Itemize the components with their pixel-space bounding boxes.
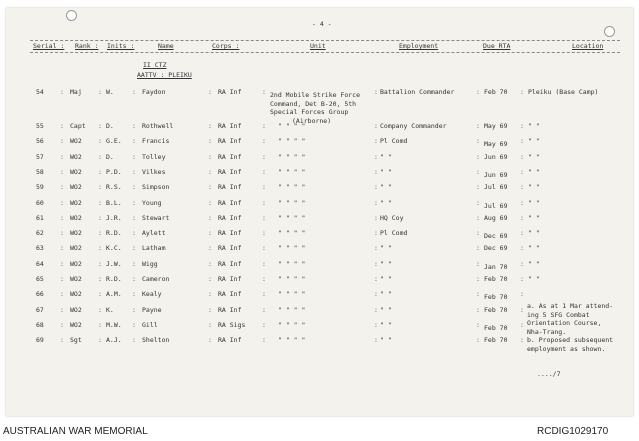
inits-cell: R.S. <box>106 183 122 192</box>
col-serial: Serial : <box>33 42 65 50</box>
inits-cell: D. <box>106 122 114 130</box>
inits-cell: R.D. <box>106 229 122 238</box>
corps-cell: RA Inf <box>218 244 242 253</box>
column-separator: : <box>374 152 378 161</box>
inits-cell: J.R. <box>106 213 122 222</box>
due-rta-cell: Feb 70 <box>484 88 508 96</box>
col-name: Name <box>158 42 174 50</box>
employment-cell: " " <box>380 198 392 207</box>
page-number: - 4 - <box>312 20 332 28</box>
column-separator: : <box>132 137 136 146</box>
column-separator: : <box>60 259 64 268</box>
inits-cell: K.C. <box>106 244 122 253</box>
rank-cell: WO2 <box>70 152 82 161</box>
corps-cell: RA Inf <box>218 229 242 238</box>
column-separator: : <box>374 198 378 207</box>
employment-cell: HQ Coy <box>380 213 404 222</box>
col-employment: Employment <box>399 42 439 50</box>
column-separator: : <box>520 167 524 176</box>
serial-cell: 61 <box>36 213 44 222</box>
serial-cell: 58 <box>36 167 44 176</box>
due-rta-cell: Jun 69 <box>484 170 508 179</box>
column-separator: : <box>60 275 64 283</box>
unit-cell: " " " " <box>278 152 306 161</box>
unit-note: 2nd Mobile Strike Force Command, Det B-20, 5th Special Forces Group (Airborne) <box>270 91 361 125</box>
column-separator: : <box>262 198 266 207</box>
column-separator: : <box>98 290 102 299</box>
column-separator: : <box>374 167 378 176</box>
header-rule <box>30 40 620 41</box>
column-separator: : <box>476 290 480 299</box>
inits-cell: A.M. <box>106 290 122 299</box>
column-separator: : <box>262 137 266 146</box>
name-cell: Cameron <box>142 275 170 283</box>
column-separator: : <box>98 88 102 96</box>
rank-cell: Capt <box>70 122 86 130</box>
name-cell: Wigg <box>142 259 158 268</box>
employment-cell: " " <box>380 244 392 253</box>
remarks-note: a. As at 1 Mar attend- ing 5 SFG Combat Orientation Course, Nha-Trang. b. Proposed subsequent employment as shown. <box>527 302 614 353</box>
serial-cell: 57 <box>36 152 44 161</box>
column-separator: : <box>374 88 378 96</box>
column-separator: : <box>374 320 378 329</box>
column-separator: : <box>262 259 266 268</box>
column-separator: : <box>520 88 524 96</box>
column-separator: : <box>262 290 266 299</box>
rank-cell: WO2 <box>70 229 82 238</box>
employment-cell: " " <box>380 167 392 176</box>
column-separator: : <box>262 320 266 329</box>
archive-credit: AUSTRALIAN WAR MEMORIAL <box>3 426 148 437</box>
column-separator: : <box>60 244 64 253</box>
rank-cell: WO2 <box>70 137 82 146</box>
serial-cell: 66 <box>36 290 44 299</box>
column-separator: : <box>132 305 136 314</box>
column-separator: : <box>208 336 212 345</box>
column-separator: : <box>476 259 480 268</box>
column-separator: : <box>208 122 212 130</box>
column-separator: : <box>60 167 64 176</box>
column-separator: : <box>98 213 102 222</box>
column-separator: : <box>520 213 524 222</box>
location-cell: " " <box>528 244 540 253</box>
column-separator: : <box>208 152 212 161</box>
rank-cell: Sgt <box>70 336 82 345</box>
column-separator: : <box>520 320 524 329</box>
corps-cell: RA Inf <box>218 88 242 96</box>
rank-cell: WO2 <box>70 213 82 222</box>
column-separator: : <box>98 275 102 283</box>
due-rta-cell: Feb 70 <box>484 336 508 345</box>
column-separator: : <box>98 320 102 329</box>
unit-cell: " " " " <box>278 229 306 238</box>
column-separator: : <box>98 167 102 176</box>
column-separator: : <box>60 137 64 146</box>
rank-cell: WO2 <box>70 290 82 299</box>
inits-cell: B.L. <box>106 198 122 207</box>
due-rta-cell: Feb 70 <box>484 275 508 283</box>
location-cell: " " <box>528 152 540 161</box>
corps-cell: RA Sigs <box>218 320 246 329</box>
name-cell: Kealy <box>142 290 162 299</box>
corps-cell: RA Inf <box>218 183 242 192</box>
serial-cell: 55 <box>36 122 44 130</box>
column-separator: : <box>98 198 102 207</box>
name-cell: Tolley <box>142 152 166 161</box>
unit-cell: " " " " <box>278 320 306 329</box>
due-rta-cell: Feb 70 <box>484 305 508 314</box>
due-rta-cell: Dec 69 <box>484 244 508 253</box>
column-separator: : <box>374 244 378 253</box>
location-cell: " " <box>528 198 540 207</box>
column-separator: : <box>520 152 524 161</box>
inits-cell: K. <box>106 305 114 314</box>
due-rta-cell: Feb 70 <box>484 293 508 302</box>
column-separator: : <box>520 229 524 238</box>
employment-cell: " " <box>380 305 392 314</box>
rank-cell: WO2 <box>70 259 82 268</box>
location-cell: " " <box>528 167 540 176</box>
location-cell: " " <box>528 137 540 146</box>
column-separator: : <box>262 229 266 238</box>
column-separator: : <box>208 167 212 176</box>
column-separator: : <box>476 88 480 96</box>
name-cell: Young <box>142 198 162 207</box>
column-separator: : <box>132 88 136 96</box>
employment-cell: " " <box>380 336 392 345</box>
unit-cell: " " " " <box>278 336 306 345</box>
column-separator: : <box>208 305 212 314</box>
serial-cell: 64 <box>36 259 44 268</box>
column-separator: : <box>476 167 480 176</box>
column-separator: : <box>520 198 524 207</box>
due-rta-cell: Jul 69 <box>484 201 508 210</box>
column-separator: : <box>208 320 212 329</box>
column-separator: : <box>98 259 102 268</box>
column-separator: : <box>132 198 136 207</box>
archive-id: RCDIG1029170 <box>537 426 609 437</box>
column-separator: : <box>98 137 102 146</box>
column-separator: : <box>520 275 524 283</box>
column-separator: : <box>98 244 102 253</box>
column-separator: : <box>476 244 480 253</box>
serial-cell: 65 <box>36 275 44 283</box>
corps-cell: RA Inf <box>218 290 242 299</box>
column-separator: : <box>208 244 212 253</box>
corps-cell: RA Inf <box>218 259 242 268</box>
column-separator: : <box>476 122 480 130</box>
col-inits: Inits : <box>107 42 135 50</box>
serial-cell: 56 <box>36 137 44 146</box>
column-separator: : <box>60 305 64 314</box>
corps-cell: RA Inf <box>218 305 242 314</box>
col-corps: Corps : <box>212 42 240 50</box>
rank-cell: WO2 <box>70 183 82 192</box>
column-separator: : <box>132 275 136 283</box>
inits-cell: G.E. <box>106 137 122 146</box>
column-separator: : <box>132 336 136 345</box>
column-separator: : <box>132 229 136 238</box>
inits-cell: D. <box>106 152 114 161</box>
column-separator: : <box>98 336 102 345</box>
employment-cell: Company Commander <box>380 122 447 130</box>
column-separator: : <box>60 152 64 161</box>
serial-cell: 62 <box>36 229 44 238</box>
due-rta-cell: Jul 69 <box>484 183 508 192</box>
column-separator: : <box>262 275 266 283</box>
unit-cell: " " " " <box>278 259 306 268</box>
column-separator: : <box>374 183 378 192</box>
serial-cell: 54 <box>36 88 44 96</box>
column-separator: : <box>132 183 136 192</box>
inits-cell: M.W. <box>106 320 122 329</box>
column-separator: : <box>98 122 102 130</box>
column-separator: : <box>476 336 480 345</box>
rank-cell: WO2 <box>70 198 82 207</box>
column-separator: : <box>374 259 378 268</box>
column-separator: : <box>476 275 480 283</box>
name-cell: Stewart <box>142 213 170 222</box>
column-separator: : <box>374 122 378 130</box>
unit-cell: " " " " <box>278 305 306 314</box>
name-cell: Francis <box>142 137 170 146</box>
column-separator: : <box>476 320 480 329</box>
section-title: II CTZ <box>143 61 167 69</box>
employment-cell: " " <box>380 259 392 268</box>
name-cell: Latham <box>142 244 166 253</box>
due-rta-cell: Dec 69 <box>484 232 508 241</box>
unit-cell: " " " " <box>278 183 306 192</box>
document-sheet <box>6 8 633 416</box>
punch-hole <box>66 10 77 21</box>
section-subtitle: AATTV : PLEIKU <box>137 71 192 79</box>
inits-cell: J.W. <box>106 259 122 268</box>
column-separator: : <box>208 275 212 283</box>
column-separator: : <box>132 320 136 329</box>
column-separator: : <box>208 290 212 299</box>
column-separator: : <box>132 167 136 176</box>
serial-cell: 60 <box>36 198 44 207</box>
due-rta-cell: May 69 <box>484 122 508 130</box>
column-separator: : <box>476 183 480 192</box>
rank-cell: WO2 <box>70 320 82 329</box>
column-separator: : <box>208 259 212 268</box>
name-cell: Aylett <box>142 229 166 238</box>
column-separator: : <box>98 152 102 161</box>
column-separator: : <box>132 122 136 130</box>
unit-cell: " " " " <box>278 167 306 176</box>
location-cell: " " <box>528 229 540 238</box>
column-separator: : <box>98 305 102 314</box>
name-cell: Simpson <box>142 183 170 192</box>
location-cell: Pleiku (Base Camp) <box>528 88 599 96</box>
column-separator: : <box>60 198 64 207</box>
employment-cell: Pl Comd <box>380 229 408 238</box>
unit-cell: " " " " <box>278 198 306 207</box>
name-cell: Payne <box>142 305 162 314</box>
punch-hole <box>604 26 615 37</box>
unit-cell: " " " " <box>278 290 306 299</box>
column-separator: : <box>262 305 266 314</box>
column-separator: : <box>374 275 378 283</box>
due-rta-cell: Jan 70 <box>484 262 508 271</box>
name-cell: Faydon <box>142 88 166 96</box>
column-separator: : <box>60 290 64 299</box>
col-due-rta: Due RTA <box>483 42 511 50</box>
col-location: Location <box>572 42 604 50</box>
col-rank: Rank : <box>75 42 99 50</box>
column-separator: : <box>476 152 480 161</box>
column-separator: : <box>98 183 102 192</box>
column-separator: : <box>60 213 64 222</box>
serial-cell: 69 <box>36 336 44 345</box>
serial-cell: 63 <box>36 244 44 253</box>
name-cell: Vilkes <box>142 167 166 176</box>
serial-cell: 67 <box>36 305 44 314</box>
column-separator: : <box>98 229 102 238</box>
corps-cell: RA Inf <box>218 213 242 222</box>
column-separator: : <box>262 213 266 222</box>
column-separator: : <box>262 183 266 192</box>
employment-cell: " " <box>380 320 392 329</box>
column-separator: : <box>132 290 136 299</box>
column-separator: : <box>520 244 524 253</box>
column-separator: : <box>476 213 480 222</box>
column-separator: : <box>374 229 378 238</box>
column-separator: : <box>476 305 480 314</box>
continuation-marker: ..../7 <box>537 370 561 378</box>
column-separator: : <box>262 122 266 130</box>
header-rule-bottom <box>30 52 620 53</box>
column-separator: : <box>520 183 524 192</box>
location-cell: " " <box>528 275 540 283</box>
corps-cell: RA Inf <box>218 167 242 176</box>
column-separator: : <box>520 305 524 314</box>
corps-cell: RA Inf <box>218 152 242 161</box>
column-separator: : <box>374 290 378 299</box>
column-separator: : <box>132 259 136 268</box>
corps-cell: RA Inf <box>218 137 242 146</box>
serial-cell: 68 <box>36 320 44 329</box>
column-separator: : <box>520 259 524 268</box>
name-cell: Shelton <box>142 336 170 345</box>
column-separator: : <box>208 183 212 192</box>
column-separator: : <box>262 88 266 96</box>
column-separator: : <box>208 88 212 96</box>
unit-cell: " " " " <box>278 137 306 146</box>
column-separator: : <box>132 244 136 253</box>
unit-cell: " " " " <box>278 122 306 130</box>
column-separator: : <box>262 152 266 161</box>
col-unit: Unit <box>310 42 326 50</box>
corps-cell: RA Inf <box>218 275 242 283</box>
column-separator: : <box>262 244 266 253</box>
column-separator: : <box>520 137 524 146</box>
unit-cell: " " " " <box>278 244 306 253</box>
location-cell: " " <box>528 213 540 222</box>
column-separator: : <box>60 336 64 345</box>
location-cell: " " <box>528 122 540 130</box>
corps-cell: RA Inf <box>218 336 242 345</box>
column-separator: : <box>208 229 212 238</box>
column-separator: : <box>476 229 480 238</box>
unit-cell: " " " " <box>278 213 306 222</box>
location-cell: " " <box>528 183 540 192</box>
column-separator: : <box>520 336 524 345</box>
inits-cell: R.D. <box>106 275 122 283</box>
column-separator: : <box>374 336 378 345</box>
inits-cell: P.D. <box>106 167 122 176</box>
rank-cell: WO2 <box>70 244 82 253</box>
employment-cell: " " <box>380 152 392 161</box>
employment-cell: Battalion Commander <box>380 88 455 96</box>
inits-cell: A.J. <box>106 336 122 345</box>
column-separator: : <box>60 183 64 192</box>
employment-cell: Pl Comd <box>380 137 408 146</box>
column-separator: : <box>60 229 64 238</box>
column-separator: : <box>374 305 378 314</box>
column-separator: : <box>208 213 212 222</box>
column-separator: : <box>262 336 266 345</box>
rank-cell: WO2 <box>70 167 82 176</box>
employment-cell: " " <box>380 275 392 283</box>
due-rta-cell: Jun 69 <box>484 152 508 161</box>
column-separator: : <box>374 213 378 222</box>
due-rta-cell: Aug 69 <box>484 213 508 222</box>
column-separator: : <box>476 198 480 207</box>
column-separator: : <box>208 137 212 146</box>
name-cell: Rothwell <box>142 122 174 130</box>
column-separator: : <box>132 152 136 161</box>
inits-cell: W. <box>106 88 114 96</box>
column-separator: : <box>60 122 64 130</box>
rank-cell: WO2 <box>70 305 82 314</box>
corps-cell: RA Inf <box>218 198 242 207</box>
column-separator: : <box>132 213 136 222</box>
due-rta-cell: Feb 70 <box>484 323 508 332</box>
column-separator: : <box>520 122 524 130</box>
corps-cell: RA Inf <box>218 122 242 130</box>
employment-cell: " " <box>380 290 392 299</box>
column-separator: : <box>208 198 212 207</box>
due-rta-cell: May 69 <box>484 140 508 149</box>
column-separator: : <box>476 137 480 146</box>
column-separator: : <box>60 320 64 329</box>
column-separator: : <box>262 167 266 176</box>
rank-cell: Maj <box>70 88 82 96</box>
serial-cell: 59 <box>36 183 44 192</box>
rank-cell: WO2 <box>70 275 82 283</box>
column-separator: : <box>60 88 64 96</box>
column-separator: : <box>520 290 524 299</box>
column-separator: : <box>374 137 378 146</box>
location-cell: " " <box>528 259 540 268</box>
unit-cell: " " " " <box>278 275 306 283</box>
employment-cell: " " <box>380 183 392 192</box>
name-cell: Gill <box>142 320 158 329</box>
